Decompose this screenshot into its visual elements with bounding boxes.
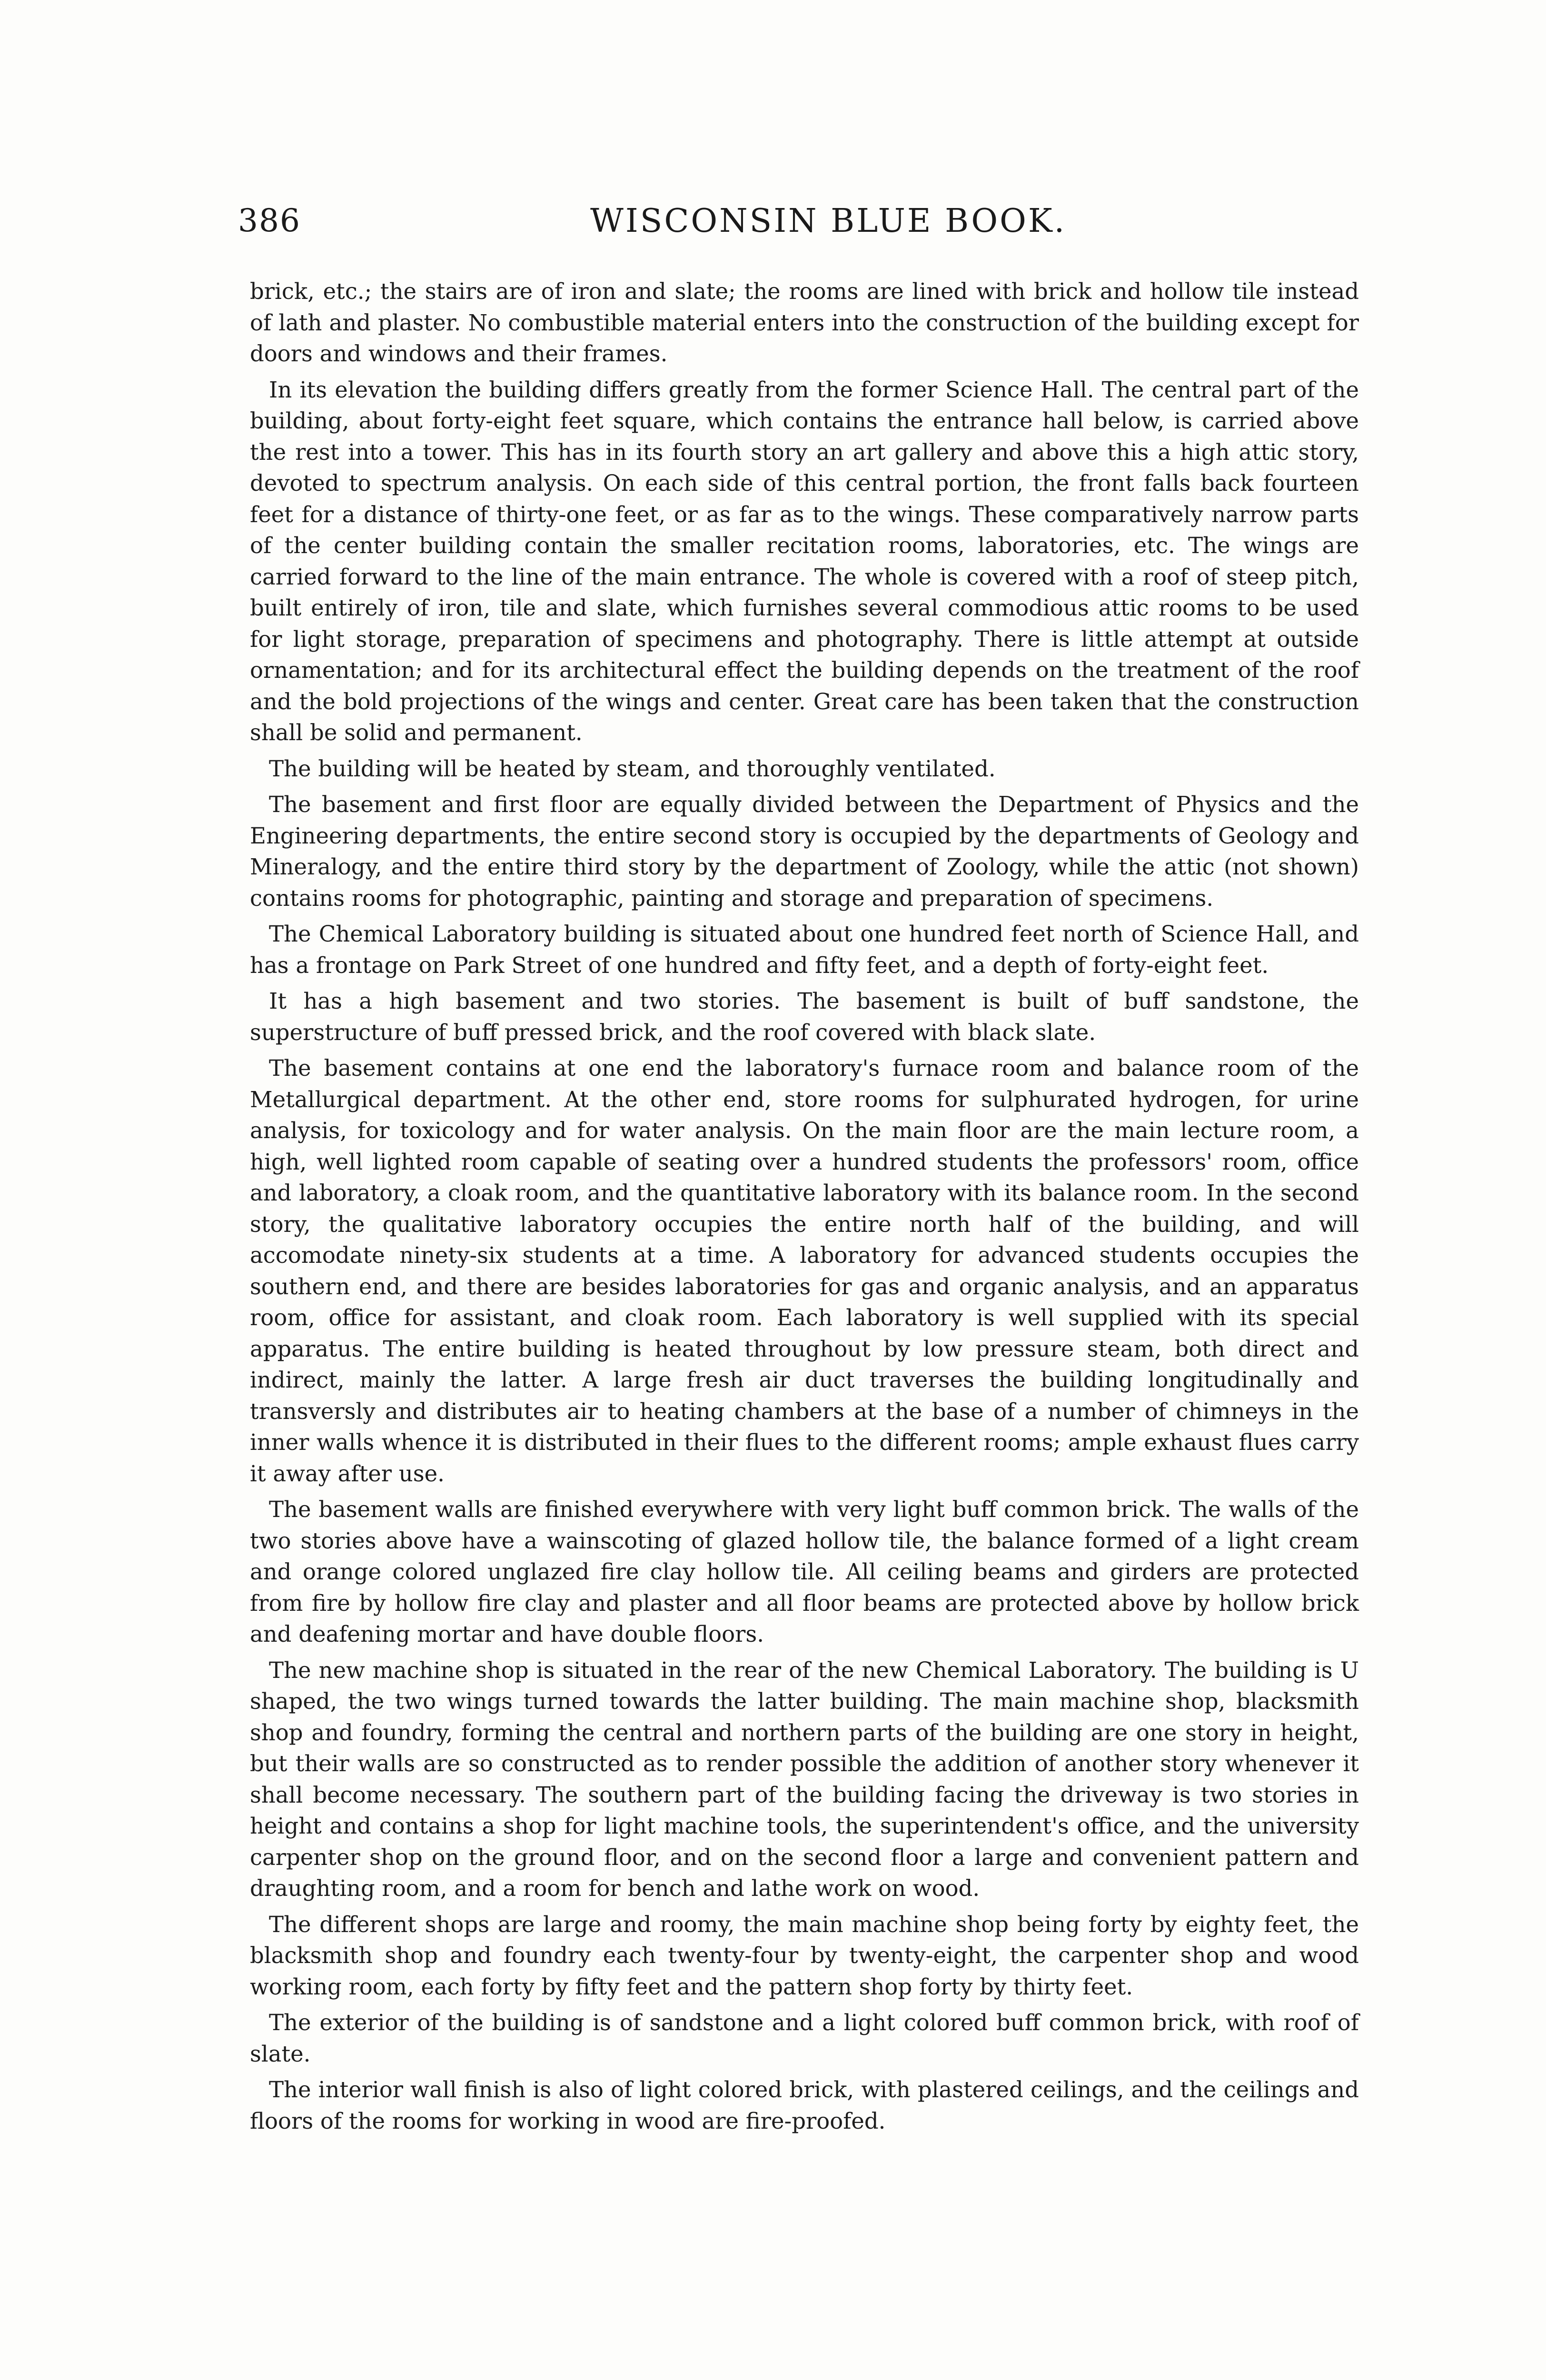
paragraph-6: It has a high basement and two stories. The basement is built of buff sandstone, the superstructure of buff pressed brick, and the roof covered with black slate. — [250, 988, 1359, 1045]
page-number: 386 — [238, 202, 301, 239]
page-header — [238, 202, 1371, 255]
body-text — [250, 276, 1359, 2142]
paragraph-4: The basement and first floor are equally divided between the Department of Physics and the Engineering departments, the entire second story is occupied by the departments of Geology and Mineralogy, and the entire third story by the department of Zoology, while the attic (not shown) contains rooms for photographic, painting and storage and preparation of specimens. — [250, 792, 1359, 911]
paragraph-8: The basement walls are finished everywhere with very light buff common brick. The walls of the two stories above have a wainscoting of glazed hollow tile, the balance formed of a light cream and orange colored unglazed fire clay hollow tile. All ceiling beams and girders are protected from fire by hollow fire clay and plaster and all floor beams are protected above by hollow brick and deafening mortar and have double floors. — [250, 1497, 1359, 1647]
paragraph-10: The different shops are large and roomy, the main machine shop being forty by eighty feet, the blacksmith shop and foundry each twenty-four by twenty-eight, the carpenter shop and wood working room, each forty by fifty feet and the pattern shop forty by thirty feet. — [250, 1911, 1359, 2000]
paragraph-9: The new machine shop is situated in the rear of the new Chemical Laboratory. The building is U shaped, the two wings turned towards the latter building. The main machine shop, blacksmith shop and foundry, forming the central and northern parts of the building are one story in height, but their walls are so constructed as to render possible the addition of another story whenever it shall become necessary. The southern part of the building facing the driveway is two stories in height and contains a shop for light machine tools, the superintendent's office, and the university carpenter shop on the ground floor, and on the second floor a large and convenient pattern and draughting room, and a room for bench and lathe work on wood. — [250, 1657, 1359, 1901]
paragraph-12: The interior wall finish is also of light colored brick, with plastered ceilings, and the ceilings and floors of the rooms for working in wood are fire-proofed. — [250, 2077, 1359, 2134]
running-title: WISCONSIN BLUE BOOK. — [590, 202, 1067, 240]
paragraph-7: The basement contains at one end the laboratory's furnace room and balance room of the Metallurgical department. At the other end, store rooms for sulphurated hydrogen, for urine analysis, for toxicology and for water analysis. On the main floor are the main lecture room, a high, well lighted room capable of seating over a hundred students the professors' room, office and laboratory, a cloak room, and the quantitative laboratory with its balance room. In the second story, the qualitative laboratory occupies the entire north half of the building, and will accomodate ninety-six students at a time. A laboratory for advanced students occupies the southern end, and there are besides laboratories for gas and organic analysis, and an apparatus room, office for assistant, and cloak room. Each laboratory is well supplied with its special apparatus. The entire building is heated throughout by low pressure steam, both direct and indirect, mainly the latter. A large fresh air duct traverses the building longitudinally and transversly and distributes air to heating chambers at the base of a number of chimneys in the inner walls whence it is distributed in their flues to the different rooms; ample exhaust flues carry it away after use. — [250, 1055, 1359, 1487]
paragraph-2: In its elevation the building differs greatly from the former Science Hall. The central part of the building, about forty-eight feet square, which contains the entrance hall below, is carried above the rest into a tower. This has in its fourth story an art gallery and above this a high attic story, devoted to spectrum analysis. On each side of this central portion, the front falls back fourteen feet for a distance of thirty-one feet, or as far as to the wings. These comparatively narrow parts of the center building contain the smaller recitation rooms, laboratories, etc. The wings are carried forward to the line of the main entrance. The whole is covered with a roof of steep pitch, built entirely of iron, tile and slate, which furnishes several commodious attic rooms to be used for light storage, preparation of specimens and photography. There is little attempt at outside ornamentation; and for its architectural effect the building depends on the treatment of the roof and the bold projections of the wings and center. Great care has been taken that the construction shall be solid and permanent. — [250, 377, 1359, 745]
paragraph-11: The exterior of the building is of sandstone and a light colored buff common brick, with roof of slate. — [250, 2010, 1359, 2067]
paragraph-3: The building will be heated by steam, and thoroughly ventilated. — [269, 755, 996, 782]
paragraph-1: brick, etc.; the stairs are of iron and slate; the rooms are lined with brick and hollow tile instead of lath and plaster. No combustible material enters into the construction of the building except for doors and windows and their frames. — [250, 278, 1359, 367]
paragraph-5: The Chemical Laboratory building is situated about one hundred feet north of Science Hall, and has a frontage on Park Street of one hundred and fifty feet, and a depth of forty-eight feet. — [250, 921, 1359, 978]
